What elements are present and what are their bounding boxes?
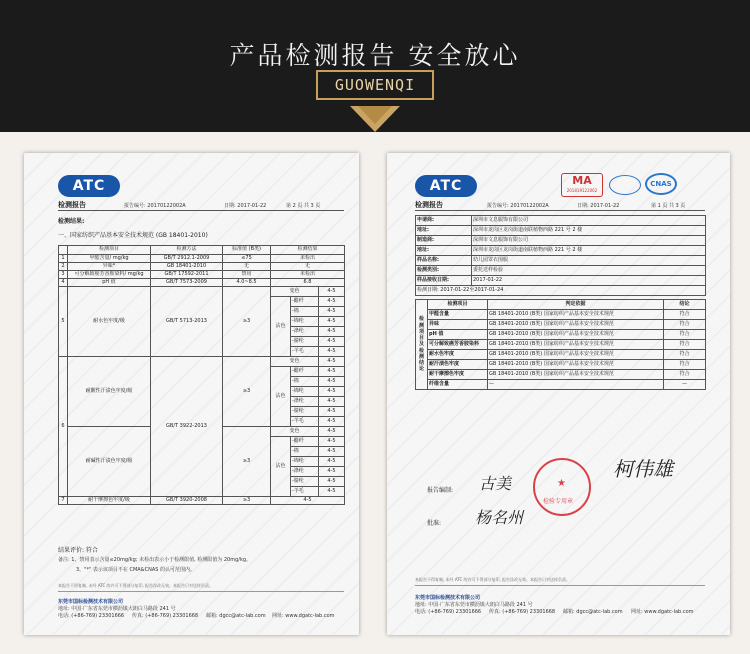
cnas-logo — [645, 173, 677, 195]
grade: 4-5 — [319, 397, 345, 407]
fiber: -腈纶 — [291, 337, 319, 347]
stain-label: 沾色 — [271, 367, 291, 427]
row-result: 无 — [271, 263, 345, 271]
result-value: 符合 — [664, 360, 706, 370]
result-item: 耐水色牢度 — [428, 350, 488, 360]
compiler-label: 报告编制: — [427, 487, 454, 494]
row-item: 耐碱性汗渍色牢度/级 — [68, 427, 151, 497]
change-value: 4-5 — [319, 427, 345, 437]
result-basis: — — [488, 380, 664, 390]
report-page-2 — [24, 153, 359, 635]
row-no: 6 — [59, 357, 68, 497]
row-std: ≥3 — [223, 287, 271, 357]
col-item: 检测项目 — [428, 300, 488, 310]
footer-divider — [58, 591, 344, 592]
fiber: -醋纤 — [291, 297, 319, 307]
footer-notice: 本报告不得复制, 未经 ATC 的许可不得部分复印, 报告涂改无效。本报告只对送样负责。 — [58, 583, 214, 588]
table-row — [416, 370, 706, 380]
grade: 4-5 — [319, 467, 345, 477]
row-item: 可分解致癌芳香胺染料/ mg/kg — [68, 271, 151, 279]
info-label: 地址: — [416, 246, 472, 256]
row-method: GB/T 3920-2008 — [151, 497, 223, 505]
note-2: 3、"*" 表示该项目不在 CMA&CNAS 的认可范围内。 — [76, 567, 196, 573]
signature-compiler: 古美 — [479, 474, 512, 493]
footer-fax: 传真: (+86-769) 23301668 — [489, 609, 556, 615]
info-label: 制造商: — [416, 236, 472, 246]
row-result: 6.8 — [271, 279, 345, 287]
fiber: -腈纶 — [291, 407, 319, 417]
row-result: 4-5 — [271, 497, 345, 505]
result-basis: GB 18401-2010 (B类) 国家纺织产品基本安全技术规范 — [488, 370, 664, 380]
note-1: 备注: 1、禁用表示含量≤20mg/kg; 未检出表示小于检测限值, 检测限值为 20mg/kg。 — [58, 557, 252, 563]
grade: 4-5 — [319, 327, 345, 337]
result-basis: GB 18401-2010 (B类) 国家纺织产品基本安全技术规范 — [488, 360, 664, 370]
divider — [58, 210, 344, 211]
row-method: GB/T 17592-2011 — [151, 271, 223, 279]
table-row — [59, 279, 345, 287]
grade: 4-5 — [319, 447, 345, 457]
footer-email: 邮箱: dgcc@atc-lab.com — [563, 609, 623, 615]
result-item: 耐干摩擦色牢度 — [428, 370, 488, 380]
row-item: 异味* — [68, 263, 151, 271]
result-value: 符合 — [664, 370, 706, 380]
grade: 4-5 — [319, 367, 345, 377]
table-row — [416, 330, 706, 340]
row-std: ≥3 — [223, 497, 271, 505]
stamp-star-icon: ★ — [557, 478, 566, 489]
grade: 4-5 — [319, 307, 345, 317]
result-basis: GB 18401-2010 (B类) 国家纺织产品基本安全技术规范 — [488, 340, 664, 350]
report-page-1 — [387, 153, 730, 635]
footer-address: 地址: 中国·广东省东莞市横沥镇大朗白马路段 241 号 — [415, 602, 533, 608]
grade: 4-5 — [319, 337, 345, 347]
footer-email: 邮箱: dgcc@atc-lab.com — [206, 613, 266, 619]
info-label: 申请商: — [416, 216, 472, 226]
row-item: pH 值 — [68, 279, 151, 287]
atc-logo: ATC — [415, 175, 477, 197]
info-label: 地址: — [416, 226, 472, 236]
col-item: 检测项目 — [68, 246, 151, 255]
table-row — [416, 310, 706, 320]
result-value: 符合 — [664, 320, 706, 330]
result-item: 甲醛含量 — [428, 310, 488, 320]
row-method: GB/T 3922-2013 — [151, 357, 223, 497]
fiber: -锦纶 — [291, 457, 319, 467]
table-row — [59, 287, 345, 297]
row-method: GB 18401-2010 — [151, 263, 223, 271]
result-value: 符合 — [664, 330, 706, 340]
header-banner — [0, 0, 750, 132]
fiber: -羊毛 — [291, 487, 319, 497]
info-value: 深圳市文息服饰有限公司 — [472, 236, 706, 246]
footer-web: 网址: www.dgatc-lab.com — [272, 613, 335, 619]
change-label: 变色 — [271, 357, 319, 367]
table-row — [59, 271, 345, 279]
grade: 4-5 — [319, 377, 345, 387]
cma-number: 201819122062 — [566, 188, 598, 193]
row-no: 7 — [59, 497, 68, 505]
fiber: -羊毛 — [291, 417, 319, 427]
result-value: — — [664, 380, 706, 390]
fiber: -醋纤 — [291, 437, 319, 447]
banner-title: 产品检测报告 安全放心 — [229, 41, 521, 70]
footer-tel: 电话: (+86-769) 23301666 — [58, 613, 125, 619]
row-std: ≤75 — [223, 255, 271, 263]
fiber: -羊毛 — [291, 347, 319, 357]
signature-reviewer: 杨名州 — [475, 508, 524, 527]
conclusion-table — [415, 299, 706, 390]
page-number: 第 1 页 共 3 页 — [651, 203, 686, 209]
signature-approver: 柯伟雄 — [613, 457, 673, 481]
row-std: 禁用 — [223, 271, 271, 279]
result-item: 耐汗渍色牢度 — [428, 360, 488, 370]
result-item: pH 值 — [428, 330, 488, 340]
col-standard: 标准值 (B类) — [223, 246, 271, 255]
report-heading: 检测报告 — [58, 201, 86, 209]
change-value: 4-5 — [319, 357, 345, 367]
table-row — [416, 320, 706, 330]
row-method: GB/T 7573-2009 — [151, 279, 223, 287]
page-number: 第 2 页 共 3 页 — [286, 203, 321, 209]
fiber: -腈纶 — [291, 477, 319, 487]
fiber: -锦纶 — [291, 317, 319, 327]
grade: 4-5 — [319, 417, 345, 427]
fiber: -锦纶 — [291, 387, 319, 397]
row-no: 2 — [59, 263, 68, 271]
grade: 4-5 — [319, 317, 345, 327]
col-method: 检测方法 — [151, 246, 223, 255]
footer-divider — [415, 585, 705, 586]
row-no: 4 — [59, 279, 68, 287]
result-basis: GB 18401-2010 (B类) 国家纺织产品基本安全技术规范 — [488, 320, 664, 330]
table-row — [59, 263, 345, 271]
test-period: 检测日期: 2017-01-22至2017-01-24 — [416, 286, 706, 296]
row-item: 甲醛含量/ mg/kg — [68, 255, 151, 263]
footer-tel: 电话: (+86-769) 23301666 — [415, 609, 482, 615]
result-basis: GB 18401-2010 (B类) 国家纺织产品基本安全技术规范 — [488, 310, 664, 320]
info-label: 样品名称: — [416, 256, 472, 266]
info-value: 深圳市文息服饰有限公司 — [472, 216, 706, 226]
grade: 4-5 — [319, 407, 345, 417]
row-method: GB/T 5713-2013 — [151, 287, 223, 357]
row-result: 未检出 — [271, 255, 345, 263]
grade: 4-5 — [319, 347, 345, 357]
section-title: 一、国家纺织产品基本安全技术规范 (GB 18401-2010) — [58, 232, 208, 239]
stain-label: 沾色 — [271, 437, 291, 497]
footer-web: 网址: www.dgatc-lab.com — [631, 609, 694, 615]
ilac-logo — [609, 175, 641, 195]
atc-logo: ATC — [58, 175, 120, 197]
stamp-text: 检验专用章 — [543, 498, 574, 505]
report-date: 日期: 2017-01-22 — [224, 203, 267, 209]
info-value: 幼儿园罩衣围服 — [472, 256, 706, 266]
table-row — [416, 360, 706, 370]
row-no: 5 — [59, 287, 68, 357]
result-basis: GB 18401-2010 (B类) 国家纺织产品基本安全技术规范 — [488, 330, 664, 340]
result-item: 纤维含量 — [428, 380, 488, 390]
table-row — [416, 340, 706, 350]
footer-notice: 本报告不得复制, 未经 ATC 的许可不得部分复印, 报告涂改无效。本报告只对送样负责。 — [415, 577, 571, 582]
change-label: 变色 — [271, 427, 319, 437]
grade: 4-5 — [319, 437, 345, 447]
table-row — [416, 350, 706, 360]
footer-fax: 传真: (+86-769) 23301668 — [132, 613, 199, 619]
footer-org: 东莞市国标检测技术有限公司 — [58, 599, 124, 605]
col-basis: 判定依据 — [488, 300, 664, 310]
fiber: -涤纶 — [291, 467, 319, 477]
fiber: -棉 — [291, 377, 319, 387]
row-item: 耐酸性汗渍色牢度/级 — [68, 357, 151, 427]
row-method: GB/T 2912.1-2009 — [151, 255, 223, 263]
row-no: 1 — [59, 255, 68, 263]
fiber: -棉 — [291, 307, 319, 317]
result-basis: GB 18401-2010 (B类) 国家纺织产品基本安全技术规范 — [488, 350, 664, 360]
results-label: 检测结果: — [58, 218, 85, 225]
result-value: 符合 — [664, 310, 706, 320]
row-result: 未检出 — [271, 271, 345, 279]
report-number: 报告编号: 20170122002A — [487, 203, 549, 209]
row-no: 3 — [59, 271, 68, 279]
row-std: ≥3 — [223, 357, 271, 427]
row-std: ≥3 — [223, 427, 271, 497]
table-row — [416, 380, 706, 390]
grade: 4-5 — [319, 297, 345, 307]
brand-logo: GUOWENQI — [316, 70, 434, 100]
result-item: 可分解致癌芳香胺染料 — [428, 340, 488, 350]
banner-notch-inner — [358, 106, 392, 124]
fiber: -涤纶 — [291, 327, 319, 337]
row-std: 无 — [223, 263, 271, 271]
report-heading: 检测报告 — [415, 201, 443, 209]
footer-org: 东莞市国标检测技术有限公司 — [415, 595, 481, 601]
cnas-mark: CNAS — [650, 180, 672, 188]
info-value: 深圳市龙岗区龙岗街道南联植物西路 221 号 2 楼 — [472, 226, 706, 236]
divider — [415, 210, 705, 211]
fiber: -棉 — [291, 447, 319, 457]
info-value: 深圳市龙岗区龙岗街道南联植物西路 221 号 2 楼 — [472, 246, 706, 256]
row-std: 4.0~8.5 — [223, 279, 271, 287]
table-row — [59, 497, 345, 505]
results-table — [58, 245, 345, 505]
grade: 4-5 — [319, 477, 345, 487]
result-value: 符合 — [664, 350, 706, 360]
cma-mark: MA — [572, 174, 592, 187]
row-item: 耐水色牢度/级 — [68, 287, 151, 357]
grade: 4-5 — [319, 387, 345, 397]
grade: 4-5 — [319, 487, 345, 497]
grade: 4-5 — [319, 457, 345, 467]
report-date: 日期: 2017-01-22 — [577, 203, 620, 209]
col-result: 检测结果 — [271, 246, 345, 255]
col-conclusion: 结论 — [664, 300, 706, 310]
info-table — [415, 215, 706, 296]
report-number: 报告编号: 20170122002A — [124, 203, 186, 209]
stain-label: 沾色 — [271, 297, 291, 357]
change-value: 4-5 — [319, 287, 345, 297]
change-label: 变色 — [271, 287, 319, 297]
info-label: 样品接收日期: — [416, 276, 472, 286]
info-value: 2017-01-22 — [472, 276, 706, 286]
table-row — [59, 357, 345, 367]
cma-logo — [561, 173, 603, 197]
fiber: -涤纶 — [291, 397, 319, 407]
fiber: -醋纤 — [291, 367, 319, 377]
result-value: 符合 — [664, 340, 706, 350]
info-value: 委托送样检验 — [472, 266, 706, 276]
footer-address: 地址: 中国·广东省东莞市横沥镇大朗白马路段 241 号 — [58, 606, 176, 612]
row-item: 耐干摩擦色牢度/级 — [68, 497, 151, 505]
conclusion: 结果评价: 符合 — [58, 547, 98, 554]
side-label: 检测项目及检测结论 — [416, 300, 428, 390]
result-item: 异味 — [428, 320, 488, 330]
info-label: 检测类别: — [416, 266, 472, 276]
reviewer-label: 批准: — [427, 520, 442, 527]
table-row — [59, 255, 345, 263]
